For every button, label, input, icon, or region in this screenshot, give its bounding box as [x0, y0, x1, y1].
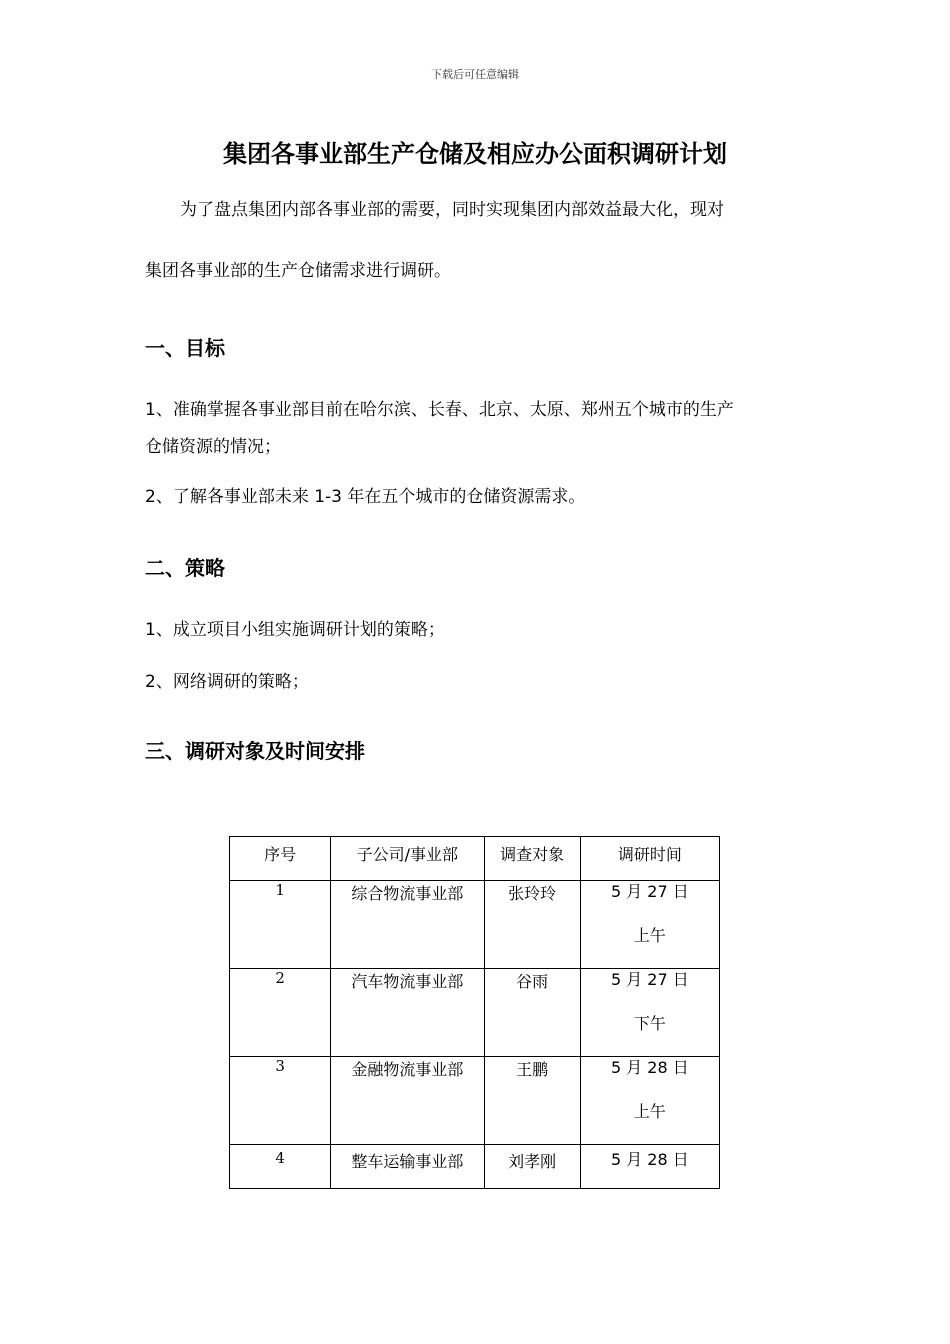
document-title: 集团各事业部生产仓储及相应办公面积调研计划 — [223, 140, 727, 168]
schedule-table — [229, 836, 720, 1189]
table-row — [230, 1145, 720, 1189]
goal-item-1-line-2: 仓储资源的情况； — [145, 437, 281, 457]
section-heading-schedule: 三、调研对象及时间安排 — [145, 739, 365, 763]
cell-time — [580, 1057, 719, 1145]
header-cell-number: 序号 — [230, 837, 331, 881]
cell-number: 4 — [230, 1145, 331, 1189]
cell-number: 3 — [230, 1057, 331, 1145]
cell-number: 1 — [230, 881, 331, 969]
time-date: 5 月 27 日 — [610, 882, 689, 901]
goal-item-1-line-1: 1、准确掌握各事业部目前在哈尔滨、长春、北京、太原、郑州五个城市的生产 — [145, 400, 734, 420]
cell-time — [580, 1145, 719, 1189]
time-slot: 上午 — [633, 1102, 666, 1121]
intro-line-2: 集团各事业部的生产仓储需求进行调研。 — [145, 261, 451, 281]
header-cell-department: 子公司/事业部 — [331, 837, 484, 881]
header-cell-time: 调研时间 — [580, 837, 719, 881]
table-header-row — [230, 837, 720, 881]
cell-number: 2 — [230, 969, 331, 1057]
section-heading-strategy: 二、策略 — [145, 556, 225, 580]
cell-person: 王鹏 — [484, 1057, 580, 1145]
strategy-item-2: 2、网络调研的策略； — [145, 672, 309, 692]
cell-person: 张玲玲 — [484, 881, 580, 969]
header-cell-person: 调查对象 — [484, 837, 580, 881]
table-row — [230, 1057, 720, 1145]
cell-person: 谷雨 — [484, 969, 580, 1057]
cell-time — [580, 881, 719, 969]
goal-item-2: 2、了解各事业部未来 1-3 年在五个城市的仓储资源需求。 — [145, 487, 586, 507]
strategy-item-1: 1、成立项目小组实施调研计划的策略； — [145, 620, 445, 640]
time-slot: 上午 — [633, 926, 666, 945]
section-heading-goals: 一、目标 — [145, 336, 225, 360]
cell-department: 汽车物流事业部 — [331, 969, 484, 1057]
table-row — [230, 881, 720, 969]
time-date: 5 月 28 日 — [610, 1058, 689, 1077]
cell-person: 刘孝刚 — [484, 1145, 580, 1189]
cell-department: 综合物流事业部 — [331, 881, 484, 969]
cell-department: 整车运输事业部 — [331, 1145, 484, 1189]
time-date: 5 月 27 日 — [610, 970, 689, 989]
intro-line-1: 为了盘点集团内部各事业部的需要，同时实现集团内部效益最大化，现对 — [180, 200, 724, 220]
time-date: 5 月 28 日 — [610, 1150, 689, 1169]
time-slot: 下午 — [633, 1014, 666, 1033]
cell-time — [580, 969, 719, 1057]
table-row — [230, 969, 720, 1057]
cell-department: 金融物流事业部 — [331, 1057, 484, 1145]
header-note: 下载后可任意编辑 — [431, 68, 519, 81]
